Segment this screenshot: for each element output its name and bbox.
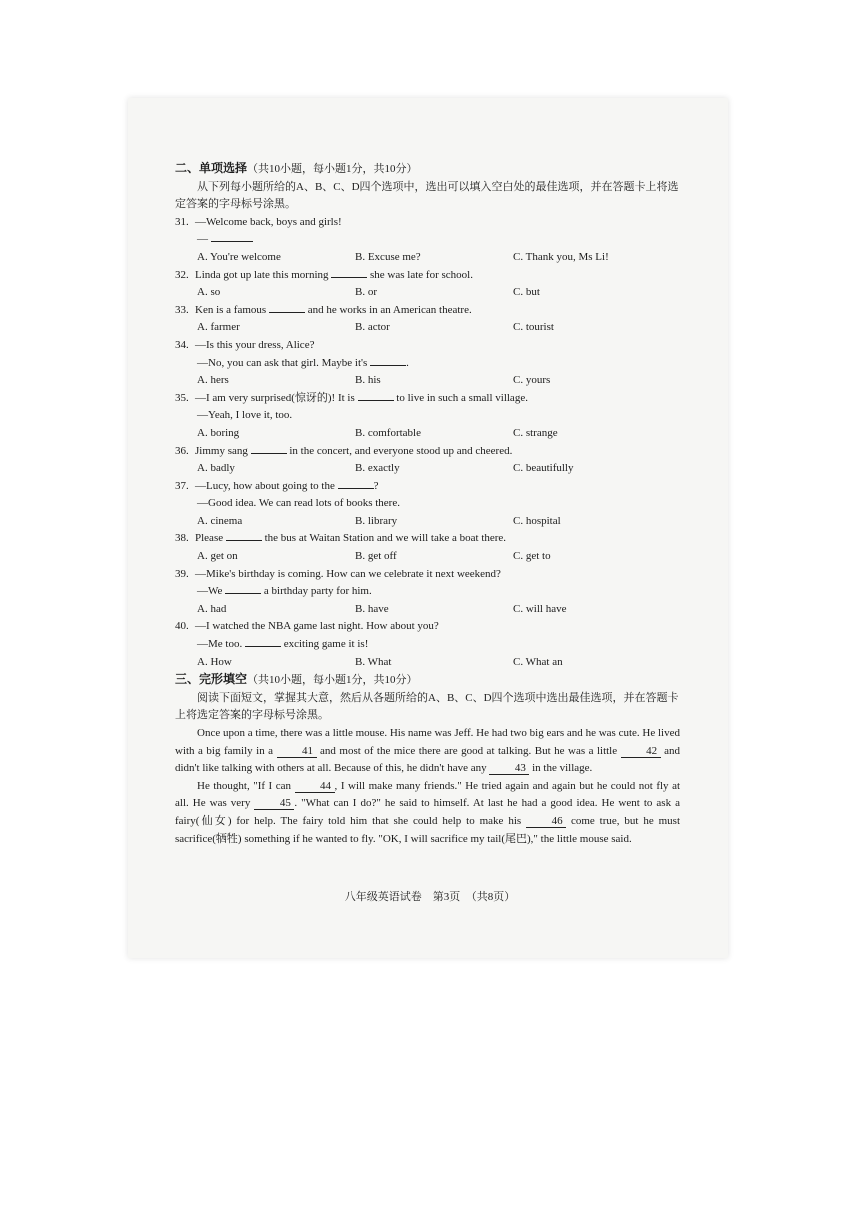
options-row bbox=[175, 513, 680, 531]
option-c: C. will have bbox=[513, 602, 567, 615]
answer-blank bbox=[245, 636, 281, 647]
option-a: A. get on bbox=[197, 550, 238, 563]
answer-blank bbox=[370, 355, 406, 366]
passage-text: Once upon a time, there was a little mouse. His name was Jeff. He had two big ears and he was cute. He lived with a big family in a bbox=[175, 727, 680, 757]
answer-blank bbox=[331, 267, 367, 278]
option-c: C. Thank you, Ms Li! bbox=[513, 250, 609, 263]
section2-title bbox=[175, 160, 680, 179]
option-c: C. strange bbox=[513, 426, 558, 439]
question-text: —Welcome back, boys and girls! bbox=[195, 215, 342, 228]
question-33 bbox=[175, 302, 680, 337]
question-text: —Is this your dress, Alice? bbox=[195, 338, 315, 351]
option-b: B. or bbox=[355, 286, 377, 299]
options-row bbox=[175, 425, 680, 443]
question-35 bbox=[175, 390, 680, 443]
question-text: —I am very surprised(惊讶的)! It is bbox=[195, 391, 355, 404]
question-text: to live in such a small village. bbox=[396, 391, 528, 404]
option-a: A. cinema bbox=[197, 514, 243, 527]
option-a: A. farmer bbox=[197, 321, 240, 334]
question-text: —Good idea. We can read lots of books there. bbox=[197, 497, 400, 510]
section2-note: （共10小题，每小题1分，共10分） bbox=[247, 163, 418, 175]
passage-text: , I will make many friends." He tried again and again but he could not fly at all. He was very bbox=[175, 779, 681, 810]
question-number: 35. bbox=[175, 391, 189, 404]
question-number: 34. bbox=[175, 338, 189, 351]
option-b: B. What bbox=[355, 655, 392, 668]
question-39 bbox=[175, 566, 680, 619]
question-34 bbox=[175, 337, 680, 390]
option-c: C. yours bbox=[513, 374, 551, 387]
options-row bbox=[175, 460, 680, 478]
passage-text: and didn't like talking with others at all. Because of this, he didn't have any bbox=[175, 744, 680, 775]
option-a: A. How bbox=[197, 655, 232, 668]
section3-title-text: 三、完形填空 bbox=[175, 672, 248, 687]
option-a: A. so bbox=[197, 286, 221, 299]
cloze-blank-45: 45 bbox=[254, 797, 294, 810]
options-row bbox=[175, 284, 680, 302]
cloze-blank-43: 43 bbox=[489, 762, 529, 775]
question-32 bbox=[175, 267, 680, 302]
option-c: C. get to bbox=[513, 550, 551, 563]
question-number: 38. bbox=[175, 532, 189, 545]
option-c: C. hospital bbox=[513, 514, 561, 527]
section2-title-text: 二、单项选择 bbox=[175, 161, 248, 175]
question-31 bbox=[175, 214, 680, 267]
answer-blank bbox=[269, 302, 305, 313]
question-number: 36. bbox=[175, 444, 189, 457]
exam-content bbox=[175, 160, 680, 848]
answer-blank bbox=[225, 583, 261, 594]
page-footer: 八年级英语试卷 第3页 （共8页） bbox=[344, 891, 516, 903]
option-a: A. had bbox=[197, 602, 227, 615]
question-text: the bus at Waitan Station and we will take a boat there. bbox=[264, 532, 507, 545]
option-c: C. beautifully bbox=[513, 462, 574, 475]
question-text: —Yeah, I love it, too. bbox=[197, 409, 293, 422]
question-text: she was late for school. bbox=[370, 268, 473, 281]
answer-blank bbox=[226, 530, 262, 541]
question-text: and he works in an American theatre. bbox=[307, 303, 472, 316]
question-text: —We bbox=[197, 585, 223, 598]
section2-instruction: 从下列每小题所给的A、B、C、D四个选项中，选出可以填入空白处的最佳选项，并在答题卡上将选定答案的字母标号涂黑。 bbox=[175, 180, 679, 211]
option-a: A. hers bbox=[197, 374, 229, 387]
answer-blank bbox=[358, 390, 394, 401]
question-text: exciting game it is! bbox=[283, 638, 369, 651]
option-b: B. comfortable bbox=[355, 426, 421, 439]
question-number: 37. bbox=[175, 479, 189, 492]
question-37 bbox=[175, 478, 680, 531]
question-text: —Mike's birthday is coming. How can we celebrate it next weekend? bbox=[195, 567, 501, 580]
question-text: —I watched the NBA game last night. How about you? bbox=[195, 620, 439, 633]
question-36 bbox=[175, 443, 680, 478]
section3-note: （共10小题，每小题1分，共10分） bbox=[247, 674, 418, 687]
question-text: —Me too. bbox=[197, 638, 243, 651]
option-b: B. Excuse me? bbox=[355, 250, 421, 263]
option-c: C. but bbox=[513, 286, 540, 299]
option-b: B. have bbox=[355, 602, 389, 615]
option-b: B. get off bbox=[355, 550, 397, 563]
question-text: ? bbox=[373, 479, 379, 492]
answer-blank bbox=[211, 231, 253, 242]
options-row bbox=[175, 319, 680, 337]
passage-text: He thought, "If I can bbox=[197, 779, 292, 792]
question-text: —No, you can ask that girl. Maybe it's bbox=[197, 356, 368, 369]
option-a: A. You're welcome bbox=[197, 250, 281, 263]
option-a: A. boring bbox=[197, 426, 240, 439]
passage-paragraph-2 bbox=[175, 778, 680, 848]
cloze-blank-41: 41 bbox=[277, 745, 317, 758]
question-text: Jimmy sang bbox=[195, 444, 248, 457]
passage-paragraph-1 bbox=[175, 725, 680, 778]
question-text: Linda got up late this morning bbox=[195, 268, 329, 281]
option-c: C. What an bbox=[513, 655, 563, 668]
option-b: B. library bbox=[355, 514, 398, 527]
options-row bbox=[175, 654, 680, 672]
question-number: 32. bbox=[175, 268, 189, 281]
question-text: Ken is a famous bbox=[195, 303, 267, 316]
question-text: . bbox=[406, 356, 409, 369]
question-38 bbox=[175, 530, 680, 565]
passage-text: . "What can I do?" he said to himself. At last he had a good idea. He went to ask a fairy(仙女) for help. The fairy told him that she could help to make his bbox=[175, 797, 680, 827]
question-number: 33. bbox=[175, 303, 189, 316]
question-number: 39. bbox=[175, 567, 189, 580]
cloze-blank-46: 46 bbox=[526, 815, 566, 828]
options-row bbox=[175, 249, 680, 267]
passage-text: come true, but he must sacrifice(牺牲) something if he wanted to fly. "OK, I will sacrifice my tail(尾巴)," the little mouse said. bbox=[175, 814, 680, 845]
option-b: B. actor bbox=[355, 321, 390, 334]
question-text: — bbox=[197, 233, 208, 246]
answer-blank bbox=[338, 478, 374, 489]
options-row bbox=[175, 548, 680, 566]
question-text: —Lucy, how about going to the bbox=[195, 479, 335, 492]
option-c: C. tourist bbox=[513, 321, 554, 334]
cloze-blank-42: 42 bbox=[621, 745, 661, 758]
question-number: 31. bbox=[175, 215, 189, 228]
option-b: B. his bbox=[355, 374, 381, 387]
passage-text: in the village. bbox=[532, 762, 593, 775]
section3-instruction: 阅读下面短文，掌握其大意，然后从各题所给的A、B、C、D四个选项中选出最佳选项，并在答题卡上将选定答案的字母标号涂黑。 bbox=[175, 691, 679, 722]
question-number: 40. bbox=[175, 620, 189, 633]
passage-text: and most of the mice there are good at talking. But he was a little bbox=[320, 744, 618, 757]
question-text: in the concert, and everyone stood up and cheered. bbox=[289, 444, 513, 457]
option-a: A. badly bbox=[197, 462, 235, 475]
option-b: B. exactly bbox=[355, 462, 400, 475]
answer-blank bbox=[251, 443, 287, 454]
section3-title bbox=[175, 671, 680, 690]
cloze-blank-44: 44 bbox=[295, 780, 335, 793]
question-40 bbox=[175, 618, 680, 671]
options-row bbox=[175, 372, 680, 390]
question-text: Please bbox=[195, 532, 224, 545]
options-row bbox=[175, 601, 680, 619]
question-text: a birthday party for him. bbox=[263, 585, 372, 598]
